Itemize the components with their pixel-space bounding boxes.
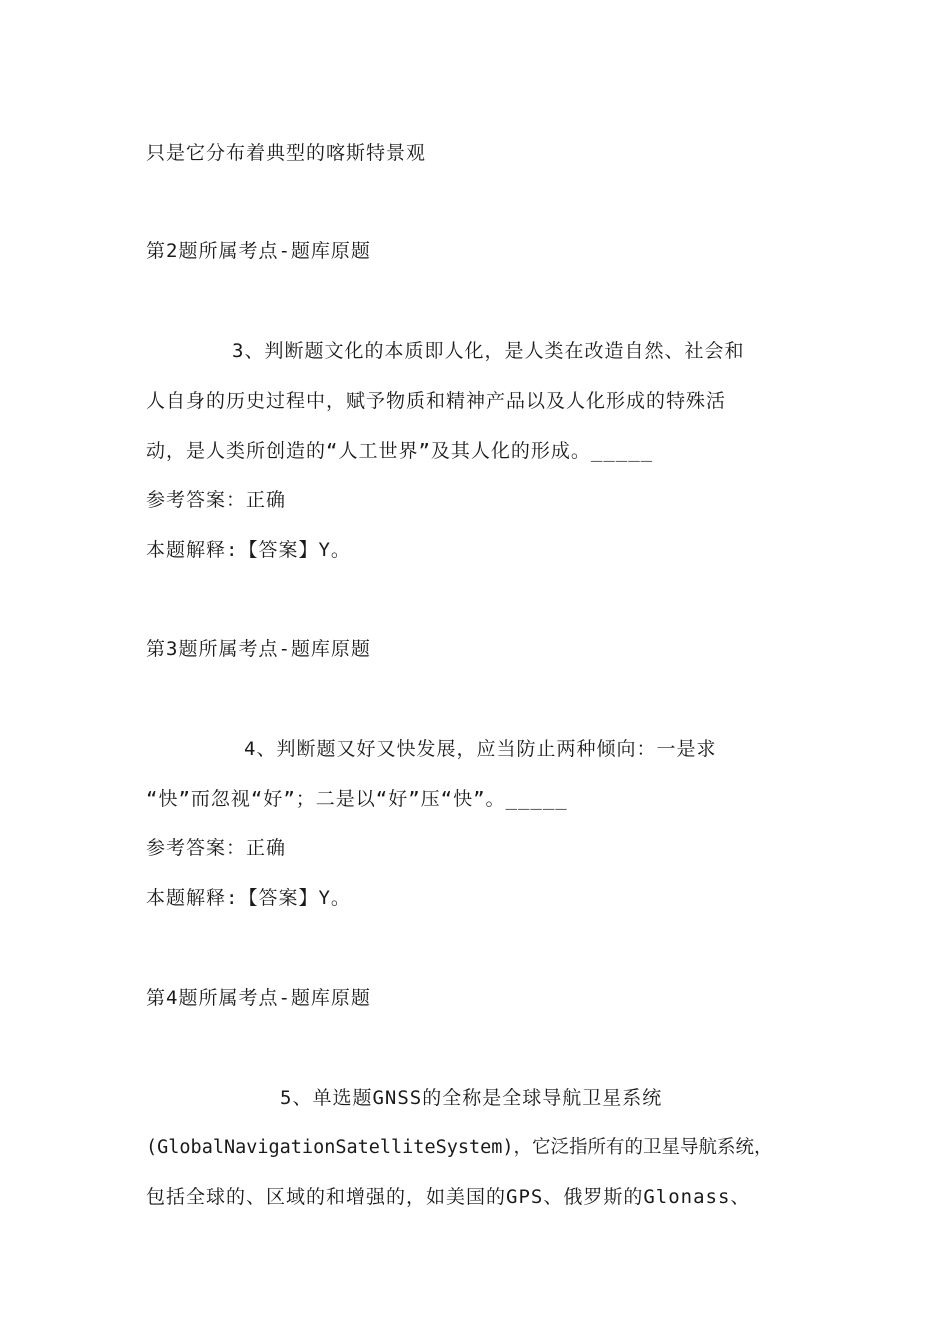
question-5-line-1: 5、单选题GNSS的全称是全球导航卫星系统 xyxy=(280,1087,663,1109)
question-3-answer: 参考答案：正确 xyxy=(146,489,287,511)
question-3-line-1: 3、判断题文化的本质即人化，是人类在改造自然、社会和 xyxy=(232,340,745,362)
question-2-source: 第2题所属考点-题库原题 xyxy=(146,240,371,262)
question-4-line-1: 4、判断题又好又快发展，应当防止两种倾向：一是求 xyxy=(244,738,717,760)
question-4-explanation: 本题解释:【答案】Y。 xyxy=(146,887,351,909)
question-4-line-2: “快”而忽视“好”；二是以“好”压“快”。_____ xyxy=(146,788,568,810)
question-4-answer: 参考答案：正确 xyxy=(146,837,287,859)
intro-line: 只是它分布着典型的喀斯特景观 xyxy=(146,142,427,164)
question-3-line-3: 动，是人类所创造的“人工世界”及其人化的形成。_____ xyxy=(146,440,654,462)
question-5-line-3: 包括全球的、区域的和增强的，如美国的GPS、俄罗斯的Glonass、 xyxy=(146,1186,751,1208)
question-5-line-2: (GlobalNavigationSatelliteSystem)，它泛指所有的卫星导航系统， xyxy=(146,1137,773,1158)
question-3-explanation: 本题解释:【答案】Y。 xyxy=(146,539,351,561)
question-3-line-2: 人自身的历史过程中，赋予物质和精神产品以及人化形成的特殊活 xyxy=(146,390,727,412)
question-3-source: 第3题所属考点-题库原题 xyxy=(146,638,371,660)
question-4-source: 第4题所属考点-题库原题 xyxy=(146,987,371,1009)
